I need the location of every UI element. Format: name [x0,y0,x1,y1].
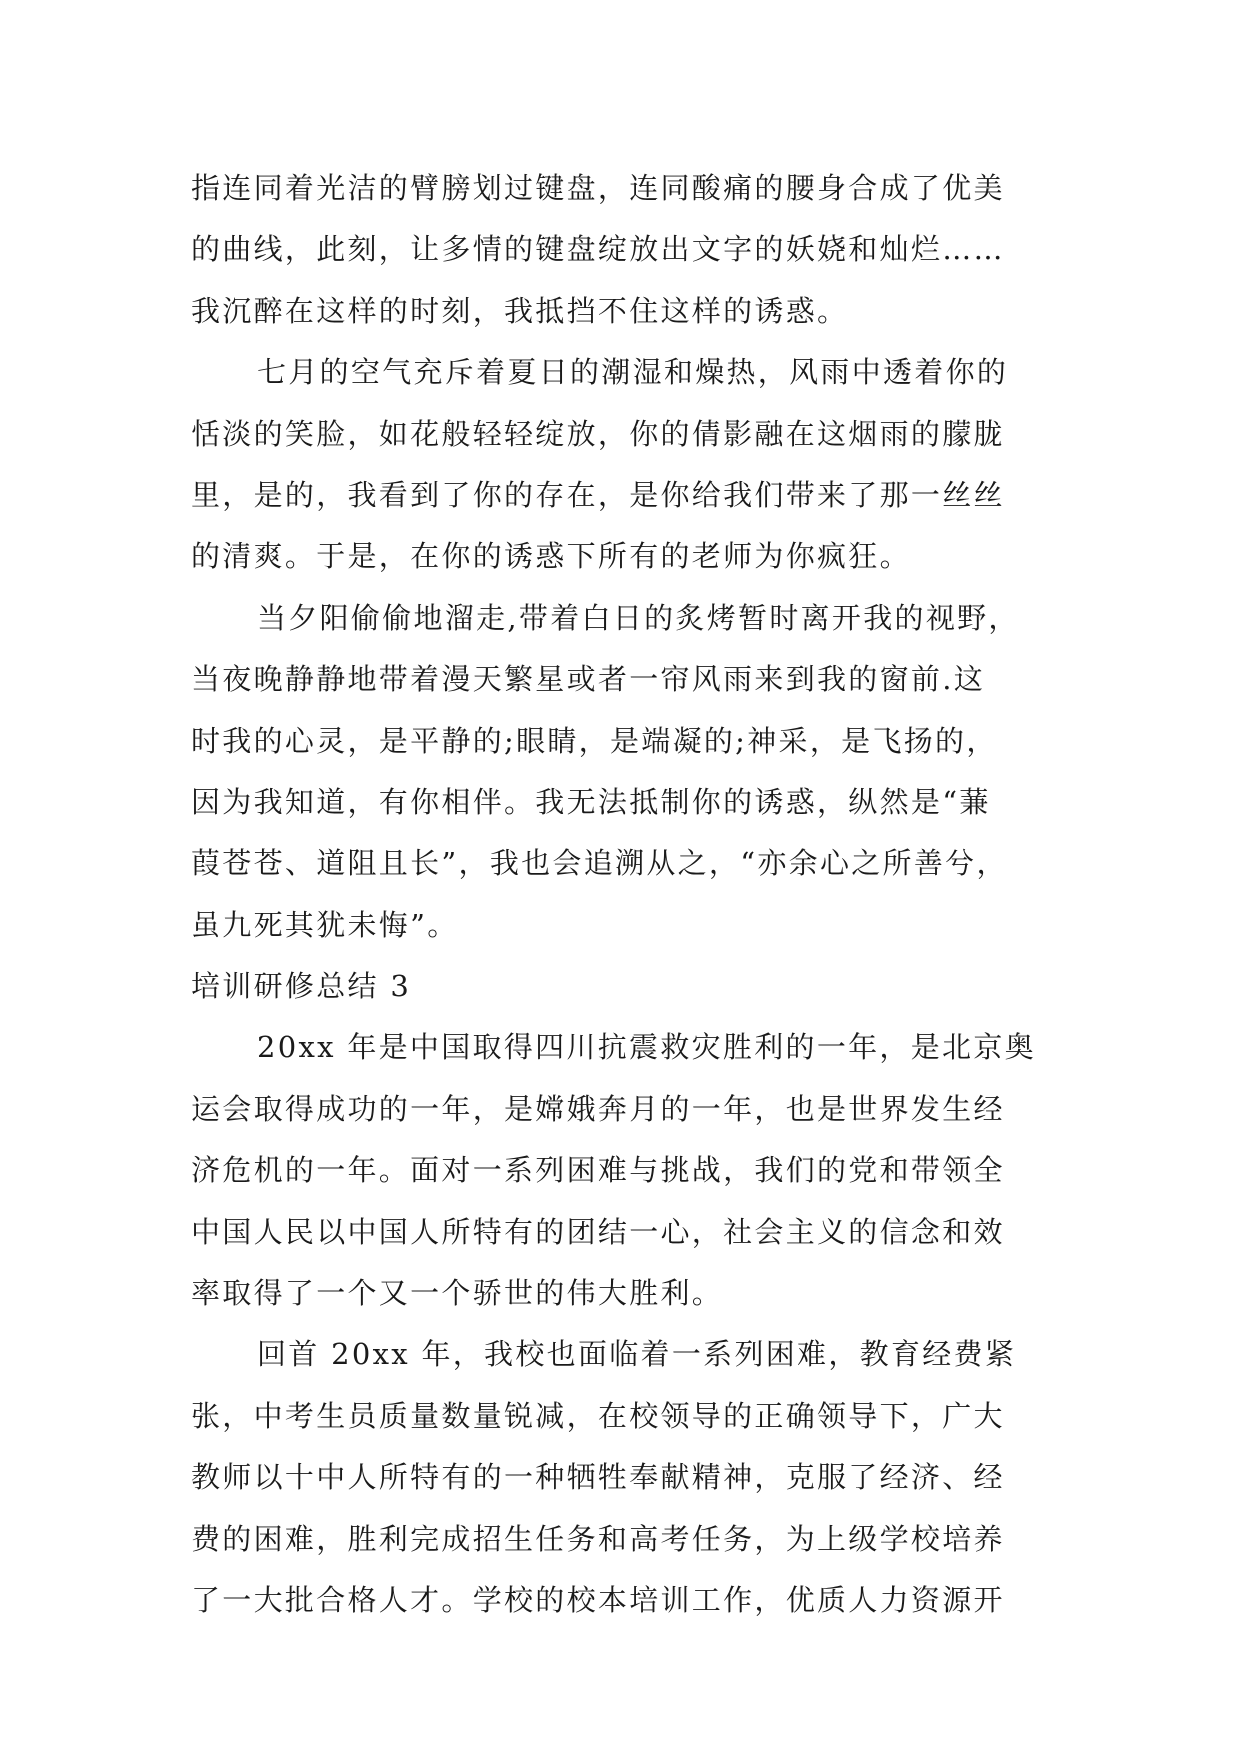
text-line: 率取得了一个又一个骄世的伟大胜利。 [191,1276,724,1311]
text-line: 费的困难，胜利完成招生任务和高考任务，为上级学校培养 [191,1521,1005,1556]
text-line: 济危机的一年。面对一系列困难与挑战，我们的党和带领全 [191,1153,1005,1188]
text-line: 当夜晚静静地带着漫天繁星或者一帘风雨来到我的窗前.这 [191,662,986,697]
section-heading: 培训研修总结 3 [191,969,412,1004]
text-line: 因为我知道，有你相伴。我无法抵制你的诱惑，纵然是“蒹 [191,784,991,819]
text-line: 教师以十中人所特有的一种牺牲奉献精神，克服了经济、经 [191,1460,1005,1495]
document-body [191,158,1061,1631]
paragraph-first-line: 当夕阳偷偷地溜走,带着白日的炙烤暂时离开我的视野， [257,600,1020,635]
text-line: 张，中考生员质量数量锐减，在校领导的正确领导下，广大 [191,1398,1005,1433]
text-line: 指连同着光洁的臂膀划过键盘，连同酸痛的腰身合成了优美 [191,171,1005,205]
paragraph-first-line: 回首 20xx 年，我校也面临着一系列困难，教育经费紧 [257,1337,1017,1372]
paragraph-first-line: 20xx 年是中国取得四川抗震救灾胜利的一年，是北京奥 [257,1030,1036,1065]
text-line: 的曲线，此刻，让多情的键盘绽放出文字的妖娆和灿烂…… [191,232,1005,267]
text-line: 我沉醉在这样的时刻，我抵挡不住这样的诱惑。 [191,293,849,328]
text-line: 了一大批合格人才。学校的校本培训工作，优质人力资源开 [191,1582,1005,1617]
text-line: 葭苍苍、道阻且长”，我也会追溯从之，“亦余心之所善兮， [191,846,1008,881]
paragraph-first-line: 七月的空气充斥着夏日的潮湿和燥热，风雨中透着你的 [257,355,1009,390]
text-line: 里，是的，我看到了你的存在，是你给我们带来了那一丝丝 [191,477,1005,512]
text-line: 运会取得成功的一年，是嫦娥奔月的一年，也是世界发生经 [191,1091,1005,1126]
text-line: 虽九死其犹未悔”。 [191,907,459,942]
text-line: 中国人民以中国人所特有的团结一心，社会主义的信念和效 [191,1214,1005,1249]
text-line: 时我的心灵，是平静的;眼睛，是端凝的;神采，是飞扬的， [191,723,998,758]
text-line: 的清爽。于是，在你的诱惑下所有的老师为你疯狂。 [191,539,911,574]
text-line: 恬淡的笑脸，如花般轻轻绽放，你的倩影融在这烟雨的朦胧 [191,416,1005,451]
